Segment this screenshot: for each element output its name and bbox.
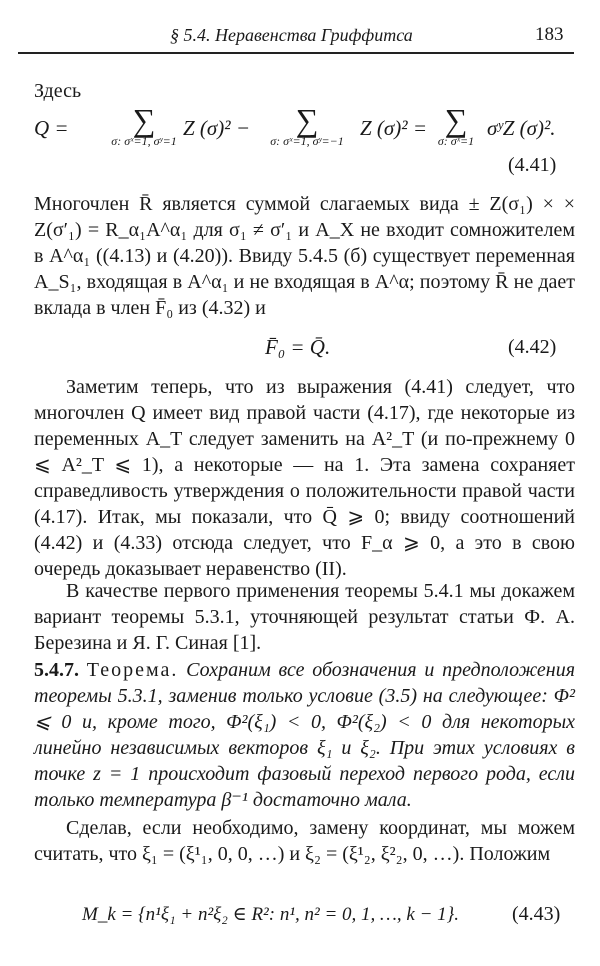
paragraph-2: Заметим теперь, что из выражения (4.41) следует, что многочлен Q имеет вид правой части (4.17), где некоторые из переменных A_T следует заменить на A²_T (и по-прежнему 0 ⩽ A²_T ⩽ 1), а некоторые — на 1. Эта замена сохраняет справедливость утверждения о положительности правой части (4.17). Итак, мы показали, что Q̄ ⩾ 0; ввиду соотношений (4.42) и (4.33) отсюда следует, что F_α ⩾ 0, а это в свою очередь доказывает неравенство (II). <box>34 376 575 580</box>
sum-2-symbol: ∑ <box>295 102 319 138</box>
eq-4-43-number: (4.43) <box>512 903 561 925</box>
eq-4-41-term-2: Z (σ)² = <box>360 116 427 140</box>
eq-4-43-formula: M_k = {n¹ξ₁ + n²ξ₂ ∈ R²: n¹, n² = 0, 1, …, k − 1}. <box>82 904 460 925</box>
theorem-label: Теорема. <box>86 659 179 681</box>
eq-4-41-term-3: σʸZ (σ)². <box>487 116 556 140</box>
sum-1-symbol: ∑ <box>132 102 156 138</box>
sum-2-subscript: σ: σˣ=1, σʸ=−1 <box>270 134 344 148</box>
theorem-5-4-7 <box>34 657 575 813</box>
intro-word: Здесь <box>34 80 82 102</box>
paragraph-1: Многочлен R̄ является суммой слагаемых вида ± Z(σ₁) × × Z(σ′₁) = R_α₁A^α₁ для σ₁ ≠ σ′₁ и A_X не входит сомножителем в A^α₁ ((4.13) и (4.20)). Ввиду 5.4.5 (б) существует переменная A_S₁, входящая в A^α₁ и не входящая в A^α; поэтому R̄ не дает вклада в член F̄₀ из (4.32) и <box>34 193 575 319</box>
eq-4-42-formula: F̄₀ = Q̄. <box>265 335 331 359</box>
eq-4-41-number: (4.41) <box>508 154 557 176</box>
page-number: 183 <box>535 24 564 45</box>
paragraph-4: Сделав, если необходимо, замену координат, мы можем считать, что ξ₁ = (ξ¹₁, 0, 0, …) и ξ₂ = (ξ¹₂, ξ²₂, 0, …). Положим <box>34 817 575 865</box>
sum-3 <box>428 102 484 149</box>
theorem-text: Сохраним все обозначения и предположения теоремы 5.3.1, заменив только условие (3.5) на следующее: Φ² ⩽ 0 и, кроме того, Φ²(ξ₁) < 0, Φ²(ξ₂) < 0 для некоторых линейно независимых векторов ξ₁ и ξ₂. При этих условиях в точке z = 1 происходит фазовый переход первого рода, если только температура β⁻¹ достаточно мала. <box>34 659 576 811</box>
header-rule <box>18 52 574 54</box>
sum-1-subscript: σ: σˣ=1, σʸ=1 <box>111 134 177 148</box>
sum-3-symbol: ∑ <box>444 102 468 138</box>
eq-4-42-number: (4.42) <box>508 336 557 358</box>
theorem-number: 5.4.7. <box>34 659 79 681</box>
eq-4-41-term-1: Z (σ)² − <box>183 116 250 140</box>
eq-4-41-lhs: Q = <box>34 116 69 140</box>
sum-3-subscript: σ: σˣ=1 <box>437 134 475 148</box>
sum-2 <box>248 102 366 149</box>
running-header-title: § 5.4. Неравенства Гриффитса <box>170 25 413 45</box>
paragraph-3: В качестве первого применения теоремы 5.4.1 мы докажем вариант теоремы 5.3.1, уточняющей результат статьи Ф. А. Березина и Я. Г. Синая [1]. <box>34 580 575 654</box>
